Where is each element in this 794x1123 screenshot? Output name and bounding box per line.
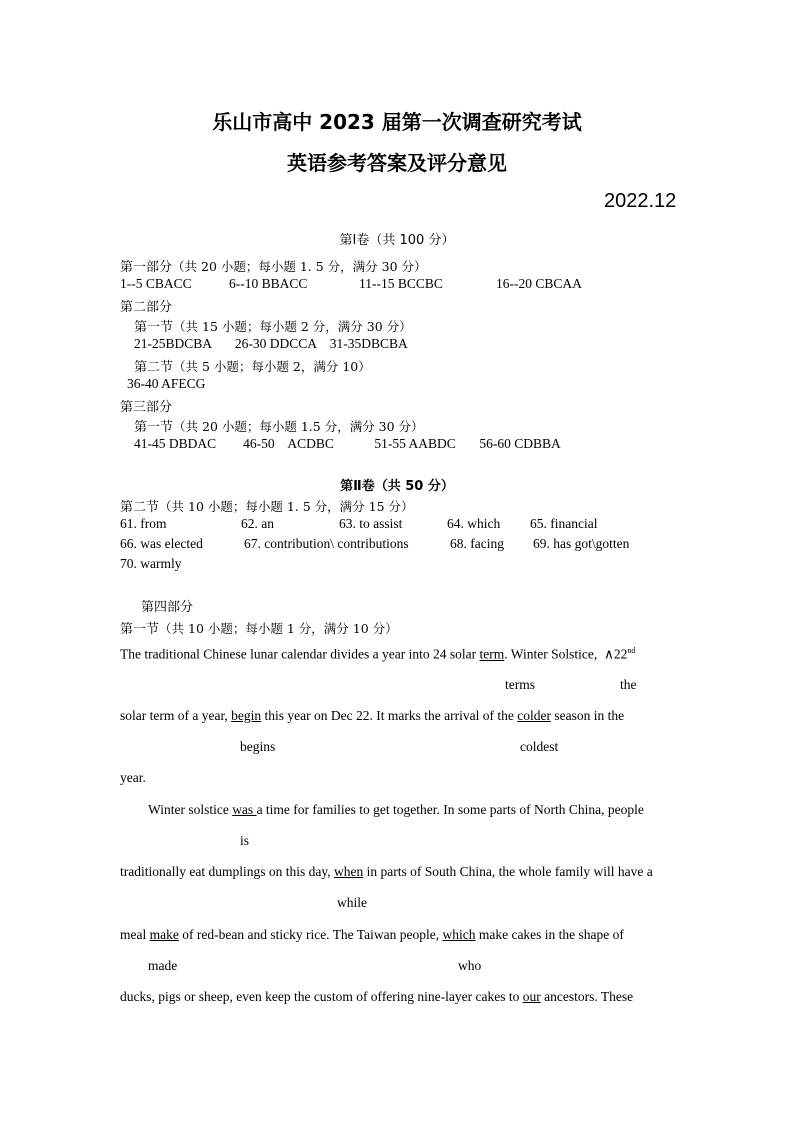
section-note: （共 20 小题；每小题 1.5 分，满分 30 分） bbox=[173, 419, 424, 434]
section-label: 第二节 bbox=[120, 500, 160, 515]
answer-group: 11--15 BCCBC bbox=[359, 276, 443, 291]
correction-word: who bbox=[458, 958, 482, 973]
part-four-label: 第四部分 bbox=[141, 600, 194, 615]
essay-line: The traditional Chinese lunar calendar divides a year into 24 solar term. Winter Solstice, ∧22nd bbox=[120, 646, 636, 662]
essay-line: traditionally eat dumplings on this day, when in parts of South China, the whole family will have a bbox=[120, 864, 653, 879]
part-two-section-2-heading bbox=[134, 356, 371, 375]
title-line-2: 英语参考答案及评分意见 bbox=[287, 151, 507, 175]
essay-line: Winter solstice was a time for families to get together. In some parts of North China, people bbox=[148, 802, 644, 817]
section-label: 第一节 bbox=[134, 420, 174, 435]
answer-item: 63. to assist bbox=[339, 516, 403, 531]
answer-item: 61. from bbox=[120, 516, 167, 531]
correction-word: coldest bbox=[520, 739, 559, 754]
correction-word: terms bbox=[505, 677, 535, 692]
section-label: 第二节 bbox=[134, 360, 174, 375]
error-word: term bbox=[479, 646, 505, 662]
title-line-1: 乐山市高中 2023 届第一次调查研究考试 bbox=[212, 110, 582, 134]
answer-item: 69. has got\gotten bbox=[533, 536, 630, 551]
section-note: （共 5 小题；每小题 2，满分 10） bbox=[173, 359, 371, 374]
document-date: 2022.12 bbox=[604, 190, 677, 212]
part-three-section-1-heading bbox=[134, 416, 424, 435]
section-note: （共 10 小题；每小题 1. 5 分，满分 15 分） bbox=[159, 499, 414, 514]
part-one-label: 第一部分 bbox=[120, 260, 173, 275]
part-two-section-1-heading bbox=[134, 316, 412, 335]
section-label: 第一节 bbox=[134, 320, 174, 335]
volume-2-heading: 第Ⅱ卷（共 50 分） bbox=[340, 479, 454, 494]
answer-item: 67. contribution\ contributions bbox=[244, 536, 409, 551]
essay-line: ducks, pigs or sheep, even keep the custom of offering nine-layer cakes to our ancestors. These bbox=[120, 989, 634, 1004]
answer-item: 64. which bbox=[447, 516, 501, 531]
section-label: 第一节 bbox=[120, 622, 160, 637]
answer-group: 6--10 BBACC bbox=[229, 276, 308, 291]
answer-item: 66. was elected bbox=[120, 536, 203, 551]
volume-1-heading: 第Ⅰ卷（共 100 分） bbox=[339, 233, 455, 248]
answer-item: 65. financial bbox=[530, 516, 598, 531]
part-one-heading bbox=[120, 256, 427, 275]
correction-word: begins bbox=[240, 739, 276, 754]
error-word: colder bbox=[517, 708, 551, 723]
part-one-note: （共 20 小题；每小题 1. 5 分，满分 30 分） bbox=[172, 259, 427, 274]
correction-word: the bbox=[620, 677, 637, 692]
error-word: our bbox=[522, 989, 541, 1004]
part-two-section-2-answers: 36-40 AFECG bbox=[127, 376, 206, 391]
part-three-label: 第三部分 bbox=[120, 400, 173, 415]
correction-word: while bbox=[337, 895, 367, 910]
error-word: make bbox=[149, 927, 179, 942]
answer-group: 16--20 CBCAA bbox=[496, 276, 582, 291]
answer-item: 68. facing bbox=[450, 536, 504, 551]
essay-line: solar term of a year, begin this year on Dec 22. It marks the arrival of the colder season in the bbox=[120, 708, 625, 723]
answer-group: 1--5 CBACC bbox=[120, 276, 192, 291]
answer-item: 70. warmly bbox=[120, 556, 182, 571]
error-word: when bbox=[333, 864, 364, 879]
part-two-label: 第二部分 bbox=[120, 300, 173, 315]
correction-word: made bbox=[148, 958, 178, 973]
essay-line: meal make of red-bean and sticky rice. The Taiwan people, which make cakes in the shape of bbox=[120, 927, 624, 942]
error-word: was bbox=[232, 802, 257, 817]
error-word: which bbox=[442, 927, 476, 942]
error-word: begin bbox=[231, 708, 262, 723]
part-four-section-1-heading bbox=[120, 618, 398, 637]
part-three-section-2-heading bbox=[120, 496, 414, 515]
part-two-section-1-answers: 21-25BDCBA 26-30 DDCCA 31-35DBCBA bbox=[134, 336, 408, 351]
part-three-section-1-answers: 41-45 DBDAC 46-50 ACDBC 51-55 AABDC 56-60 CDBBA bbox=[134, 436, 561, 451]
section-note: （共 15 小题；每小题 2 分，满分 30 分） bbox=[173, 319, 412, 334]
section-note: （共 10 小题；每小题 1 分，满分 10 分） bbox=[159, 621, 398, 636]
essay-line: year. bbox=[120, 770, 146, 785]
correction-word: is bbox=[240, 833, 250, 848]
answer-item: 62. an bbox=[241, 516, 274, 531]
